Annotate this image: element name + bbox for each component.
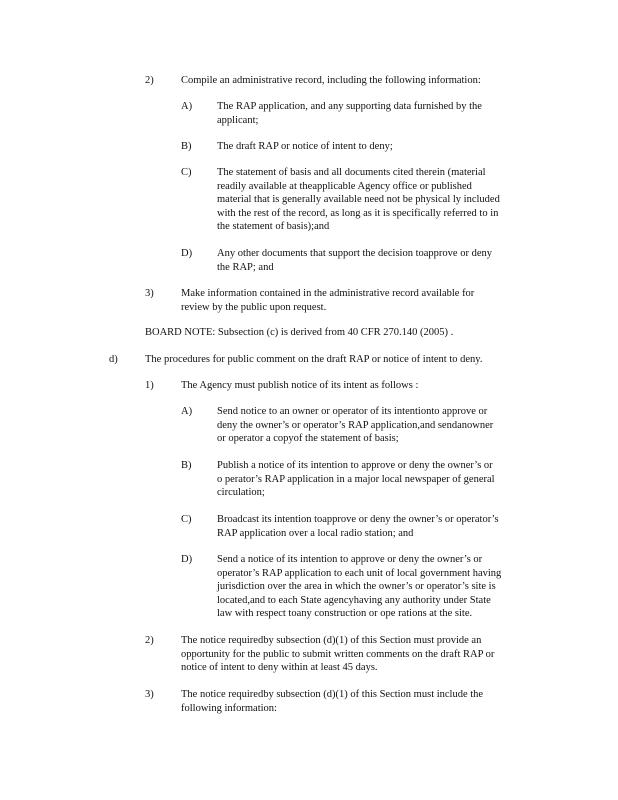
item-number: 3): [145, 288, 154, 299]
item-number: 1): [145, 380, 154, 391]
item-number: C): [181, 514, 192, 525]
item-text: The notice requiredby subsection (d)(1) of this Section must include the following information:: [181, 689, 484, 714]
item-text: Compile an administrative record, including the following information:: [181, 75, 481, 86]
item-text: Broadcast its intention toapprove or deny the owner’s or operator’s RAP application over a local radio station; and: [217, 514, 499, 539]
item-text: Any other documents that support the decision toapprove or deny the RAP; and: [217, 248, 492, 273]
item-text: Send a notice of its intention to approve or deny the owner’s or operator’s RAP application to each unit of local government having jurisdiction over the area in which the owner’s or operator’s site is located,and to each State agencyhaving any authority under State law with respect toany construction or ope rations at the site.: [217, 554, 502, 620]
section-letter: d): [109, 354, 118, 365]
item-text: Send notice to an owner or operator of its intentionto approve or deny the owner’s or operator’s RAP application,and sendanowner or operator a copyof the statement of basis;: [217, 406, 494, 445]
item-text: The notice requiredby subsection (d)(1) of this Section must provide an opportunity for the public to submit written comments on the draft RAP or notice of intent to deny within at least 45 days.: [181, 635, 495, 674]
item-text: The Agency must publish notice of its intent as follows :: [181, 380, 419, 391]
item-number: B): [181, 460, 192, 471]
item-number: 2): [145, 75, 154, 86]
item-number: D): [181, 248, 193, 259]
item-text: Make information contained in the administrative record available for review by the public upon request.: [181, 288, 475, 313]
item-number: B): [181, 141, 192, 152]
item-number: A): [181, 406, 193, 417]
item-text: The statement of basis and all documents cited therein (material readily available at theapplicable Agency office or published material that is generally available need not be physical ly included with the rest of the record, as long as it is specifically referred to in the statement of basis);and: [217, 167, 500, 233]
item-text: The RAP application, and any supporting data furnished by the applicant;: [217, 101, 482, 126]
item-number: C): [181, 167, 192, 178]
item-number: D): [181, 554, 193, 565]
section-heading: The procedures for public comment on the draft RAP or notice of intent to deny.: [145, 354, 483, 365]
board-note: BOARD NOTE: Subsection (c) is derived from 40 CFR 270.140 (2005) .: [145, 327, 454, 338]
item-number: A): [181, 101, 193, 112]
item-number: 3): [145, 689, 154, 700]
item-number: 2): [145, 635, 154, 646]
item-text: Publish a notice of its intention to approve or deny the owner’s or o perator’s RAP application in a major local newspaper of general circulation;: [217, 460, 495, 499]
item-text: The draft RAP or notice of intent to deny;: [217, 141, 393, 152]
